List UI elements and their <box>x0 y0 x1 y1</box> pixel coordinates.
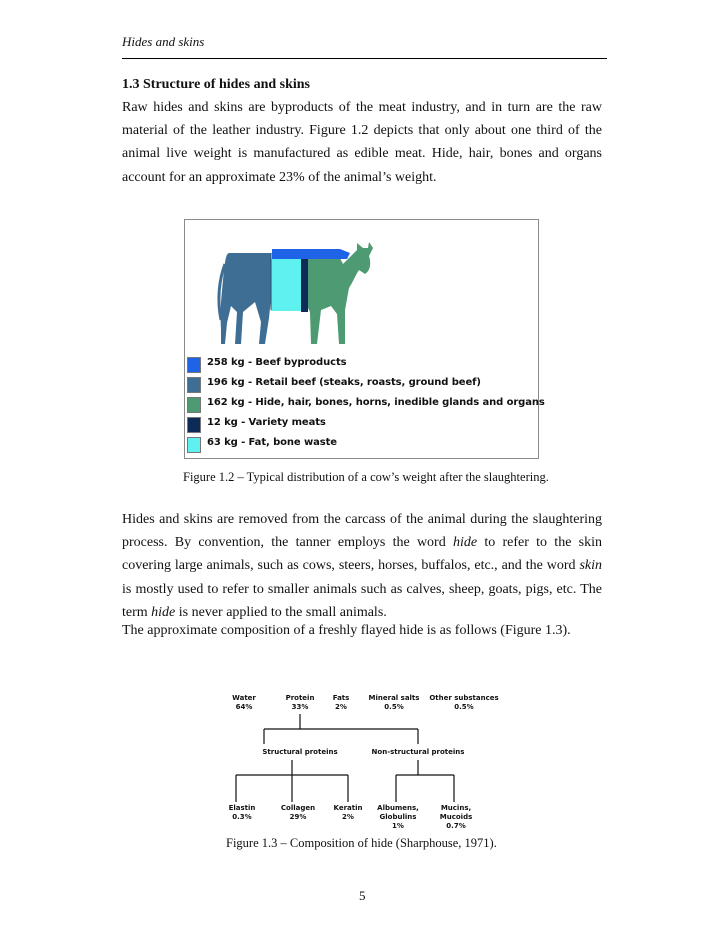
italic-term: skin <box>579 558 602 574</box>
composition-mucins-mucoids <box>440 804 472 831</box>
legend-swatch <box>187 377 201 393</box>
figure-hide-composition <box>222 692 507 832</box>
composition-value: 0.7% <box>446 822 466 830</box>
composition-albumens-globulins <box>377 804 419 831</box>
composition-name: Elastin <box>228 804 256 812</box>
legend-label: 12 kg - Variety meats <box>207 417 326 428</box>
composition-name: Collagen <box>280 804 316 812</box>
italic-term: hide <box>151 604 176 620</box>
composition-value: 0.5% <box>454 703 474 711</box>
composition-value: 1% <box>392 822 404 830</box>
composition-collagen <box>281 804 315 822</box>
legend-swatch <box>187 417 201 433</box>
cow-variety-meat-section <box>301 258 308 312</box>
page-number: 5 <box>359 888 366 903</box>
composition-name: Water <box>232 694 256 702</box>
composition-structural-proteins <box>262 748 337 757</box>
composition-value: 64% <box>235 703 253 711</box>
section-title: 1.3 Structure of hides and skins <box>122 77 311 92</box>
italic-term: hide <box>452 535 478 551</box>
paragraph-hides-skins <box>122 508 602 624</box>
legend-swatch <box>187 397 201 413</box>
composition-name: Mucins, <box>440 804 472 812</box>
composition-name: Mineral salts <box>368 694 420 702</box>
legend-item <box>185 356 539 374</box>
composition-name: Mucoids <box>439 813 473 821</box>
composition-value: 0.5% <box>384 703 404 711</box>
composition-non-structural-proteins <box>372 748 465 757</box>
composition-mineral-salts <box>369 694 420 712</box>
legend-item <box>185 416 539 434</box>
composition-value: 2% <box>335 703 347 711</box>
figure-1-3-caption: Figure 1.3 – Composition of hide (Sharphouse, 1971). <box>226 836 497 850</box>
legend-label: 196 kg - Retail beef (steaks, roasts, ground beef) <box>207 377 481 388</box>
composition-name: Non-structural proteins <box>371 748 465 756</box>
legend-swatch <box>187 357 201 373</box>
legend-item <box>185 376 539 394</box>
composition-value: 2% <box>342 813 354 821</box>
composition-other-substances <box>429 694 498 712</box>
cow-byproducts-band <box>272 249 350 259</box>
legend-item <box>185 436 539 454</box>
cow-rear-section <box>221 253 271 344</box>
figure-cow-weight-distribution <box>184 219 545 459</box>
composition-name: Keratin <box>333 804 363 812</box>
legend-label: 258 kg - Beef byproducts <box>207 357 347 368</box>
composition-name: Globulins <box>379 813 417 821</box>
text-run: to refer to the skin covering large animals, such as cows, steers, horses, buffalos, etc., and the word <box>122 535 603 574</box>
header-rule <box>122 58 607 59</box>
composition-name: Other substances <box>429 694 499 702</box>
cow-illustration <box>185 220 540 360</box>
cow-fat-section <box>271 259 301 311</box>
figure-1-2-caption: Figure 1.2 – Typical distribution of a cow’s weight after the slaughtering. <box>183 470 549 484</box>
composition-fats <box>333 694 350 712</box>
composition-protein <box>286 694 315 712</box>
composition-elastin <box>229 804 256 822</box>
composition-name: Fats <box>332 694 350 702</box>
text-run: Hides and skins are removed from the carcass of the animal during the slaughtering process. By convention, the tanner employs the word <box>122 512 602 551</box>
composition-keratin <box>334 804 363 822</box>
composition-name: Structural proteins <box>262 748 338 756</box>
legend-item <box>185 396 545 414</box>
legend-swatch <box>187 437 201 453</box>
composition-value: 0.3% <box>232 813 252 821</box>
legend-label: 162 kg - Hide, hair, bones, horns, inedible glands and organs <box>207 397 545 408</box>
legend-label: 63 kg - Fat, bone waste <box>207 437 337 448</box>
composition-name: Protein <box>285 694 315 702</box>
paragraph-composition-intro: The approximate composition of a freshly flayed hide is as follows (Figure 1.3). <box>122 623 571 638</box>
composition-value: 29% <box>289 813 307 821</box>
text-run: is mostly used to refer to smaller animals such as calves, sheep, goats, pigs, etc. The term <box>122 581 602 620</box>
composition-name: Albumens, <box>377 804 419 812</box>
text-run: is never applied to the small animals. <box>175 604 387 620</box>
paragraph-intro: Raw hides and skins are byproducts of the meat industry, and in turn are the raw material of the leather industry. Figure 1.2 depicts that only about one third of the animal live weight is manufactured as edible meat. Hide, hair, bones and organs account for an approximate 23% of the animal’s weight. <box>122 100 602 185</box>
composition-value: 33% <box>291 703 309 711</box>
running-header: Hides and skins <box>122 34 205 49</box>
composition-water <box>232 694 256 712</box>
